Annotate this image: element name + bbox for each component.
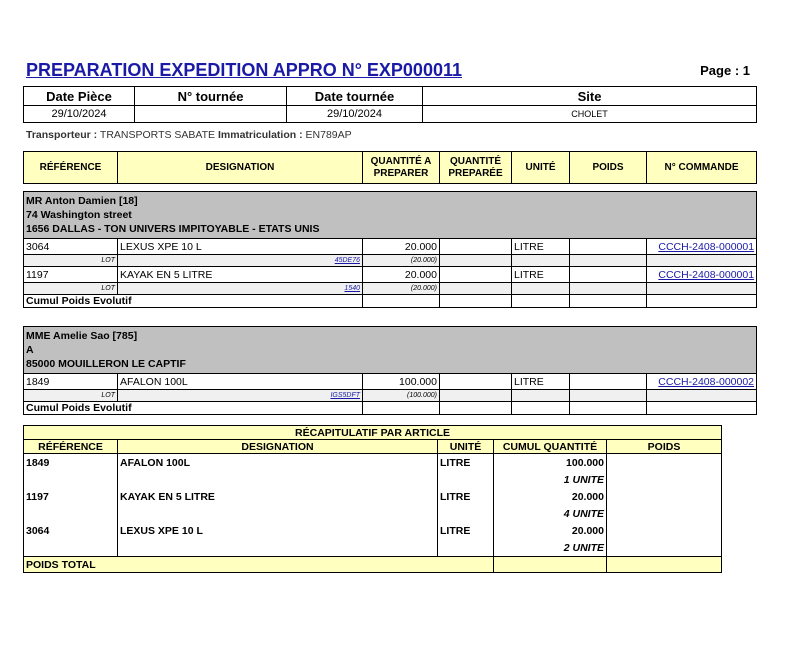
recap-count: 1 UNITE xyxy=(494,471,607,488)
recap-title: RÉCAPITULATIF PAR ARTICLE xyxy=(24,426,722,440)
line-ref: 1197 xyxy=(24,267,118,283)
tournee-value xyxy=(135,106,287,123)
immat-value: EN789AP xyxy=(305,129,352,141)
client-address-2: 85000 MOUILLERON LE CAPTIF xyxy=(26,358,186,370)
line-unit: LITRE xyxy=(512,267,570,283)
transporteur-label: Transporteur : xyxy=(26,129,98,141)
immat-label: Immatriculation : xyxy=(217,129,303,141)
cumul-row xyxy=(24,402,757,415)
line-unit: LITRE xyxy=(512,374,570,390)
line-qty-prepared[interactable] xyxy=(440,239,512,255)
lot-label: LOT xyxy=(24,283,118,295)
client-header xyxy=(24,192,757,239)
recap-col-designation: DESIGNATION xyxy=(118,440,438,454)
total-label: POIDS TOTAL xyxy=(24,557,494,573)
line-weight xyxy=(570,374,647,390)
line-qty: 20.000 xyxy=(363,239,440,255)
client-header xyxy=(24,327,757,374)
recap-ref: 3064 xyxy=(24,522,118,539)
lot-label: LOT xyxy=(24,255,118,267)
order-link[interactable]: CCCH-2408-000001 xyxy=(658,240,755,253)
date-piece-label: Date Pièce xyxy=(24,87,135,106)
recap-count: 4 UNITE xyxy=(494,505,607,522)
client-name: MR Anton Damien [18] xyxy=(26,195,138,207)
lot-qty: (20.000) xyxy=(363,283,440,295)
cumul-row xyxy=(24,295,757,308)
recap-col-reference: RÉFÉRENCE xyxy=(24,440,118,454)
recap-qty: 100.000 xyxy=(494,454,607,472)
site-label: Site xyxy=(423,87,757,106)
recap-unit: LITRE xyxy=(438,522,494,539)
date-tournee-label: Date tournée xyxy=(287,87,423,106)
page-number: Page : 1 xyxy=(700,63,750,78)
client-block xyxy=(23,191,757,308)
recap-col-qty: CUMUL QUANTITÉ xyxy=(494,440,607,454)
lot-row xyxy=(24,255,757,267)
table-row xyxy=(24,488,722,505)
client-address-2: 1656 DALLAS - TON UNIVERS IMPITOYABLE - ETATS UNIS xyxy=(26,223,320,235)
table-row xyxy=(24,522,722,539)
column-header xyxy=(23,151,757,184)
table-row xyxy=(24,239,757,255)
line-unit: LITRE xyxy=(512,239,570,255)
date-tournee-value: 29/10/2024 xyxy=(287,106,423,123)
document-title: PREPARATION EXPEDITION APPRO N° EXP000011 xyxy=(26,60,462,80)
lot-row xyxy=(24,283,757,295)
cumul-label: Cumul Poids Evolutif xyxy=(24,295,363,308)
client-address-1: 74 Washington street xyxy=(26,209,132,221)
cumul-label: Cumul Poids Evolutif xyxy=(24,402,363,415)
recap-designation: AFALON 100L xyxy=(118,454,438,472)
recap-unit: LITRE xyxy=(438,488,494,505)
col-qty-prepared: QUANTITÉ PREPARÉE xyxy=(440,152,512,184)
col-designation: DESIGNATION xyxy=(118,152,363,184)
recap-table xyxy=(23,425,722,573)
line-qty-prepared[interactable] xyxy=(440,374,512,390)
table-row xyxy=(24,374,757,390)
line-qty: 20.000 xyxy=(363,267,440,283)
recap-qty: 20.000 xyxy=(494,488,607,505)
col-weight: POIDS xyxy=(570,152,647,184)
site-value: CHOLET xyxy=(423,106,757,123)
client-address-1: A xyxy=(26,344,34,356)
recap-qty: 20.000 xyxy=(494,522,607,539)
line-ref: 3064 xyxy=(24,239,118,255)
recap-designation: LEXUS XPE 10 L xyxy=(118,522,438,539)
carrier-info xyxy=(26,129,352,141)
client-name: MME Amelie Sao [785] xyxy=(26,330,138,342)
line-designation: KAYAK EN 5 LITRE xyxy=(118,267,363,283)
col-unit: UNITÉ xyxy=(512,152,570,184)
lot-qty: (100.000) xyxy=(363,390,440,402)
recap-col-weight: POIDS xyxy=(607,440,722,454)
table-row xyxy=(24,454,722,472)
total-row xyxy=(24,557,722,573)
col-qty-to-prepare: QUANTITÉ A PREPARER xyxy=(363,152,440,184)
recap-count: 2 UNITE xyxy=(494,539,607,557)
lot-qty: (20.000) xyxy=(363,255,440,267)
lot-label: LOT xyxy=(24,390,118,402)
line-qty-prepared[interactable] xyxy=(440,267,512,283)
line-weight xyxy=(570,267,647,283)
recap-col-unit: UNITÉ xyxy=(438,440,494,454)
lot-link[interactable]: IGS5DFT xyxy=(330,392,360,399)
line-qty: 100.000 xyxy=(363,374,440,390)
recap-ref: 1197 xyxy=(24,488,118,505)
transporteur-value: TRANSPORTS SABATE xyxy=(99,129,216,141)
line-designation: AFALON 100L xyxy=(118,374,363,390)
recap-ref: 1849 xyxy=(24,454,118,472)
recap-designation: KAYAK EN 5 LITRE xyxy=(118,488,438,505)
table-row xyxy=(24,267,757,283)
info-table xyxy=(23,86,757,123)
line-weight xyxy=(570,239,647,255)
order-link[interactable]: CCCH-2408-000001 xyxy=(658,268,755,281)
date-piece-value: 29/10/2024 xyxy=(24,106,135,123)
client-block xyxy=(23,326,757,415)
line-ref: 1849 xyxy=(24,374,118,390)
col-reference: RÉFÉRENCE xyxy=(24,152,118,184)
line-designation: LEXUS XPE 10 L xyxy=(118,239,363,255)
recap-unit: LITRE xyxy=(438,454,494,472)
lot-link[interactable]: 1540 xyxy=(344,285,360,292)
lot-link[interactable]: 45DE76 xyxy=(334,257,360,264)
tournee-label: N° tournée xyxy=(135,87,287,106)
lot-row xyxy=(24,390,757,402)
order-link[interactable]: CCCH-2408-000002 xyxy=(658,375,755,388)
col-order: N° COMMANDE xyxy=(647,152,757,184)
